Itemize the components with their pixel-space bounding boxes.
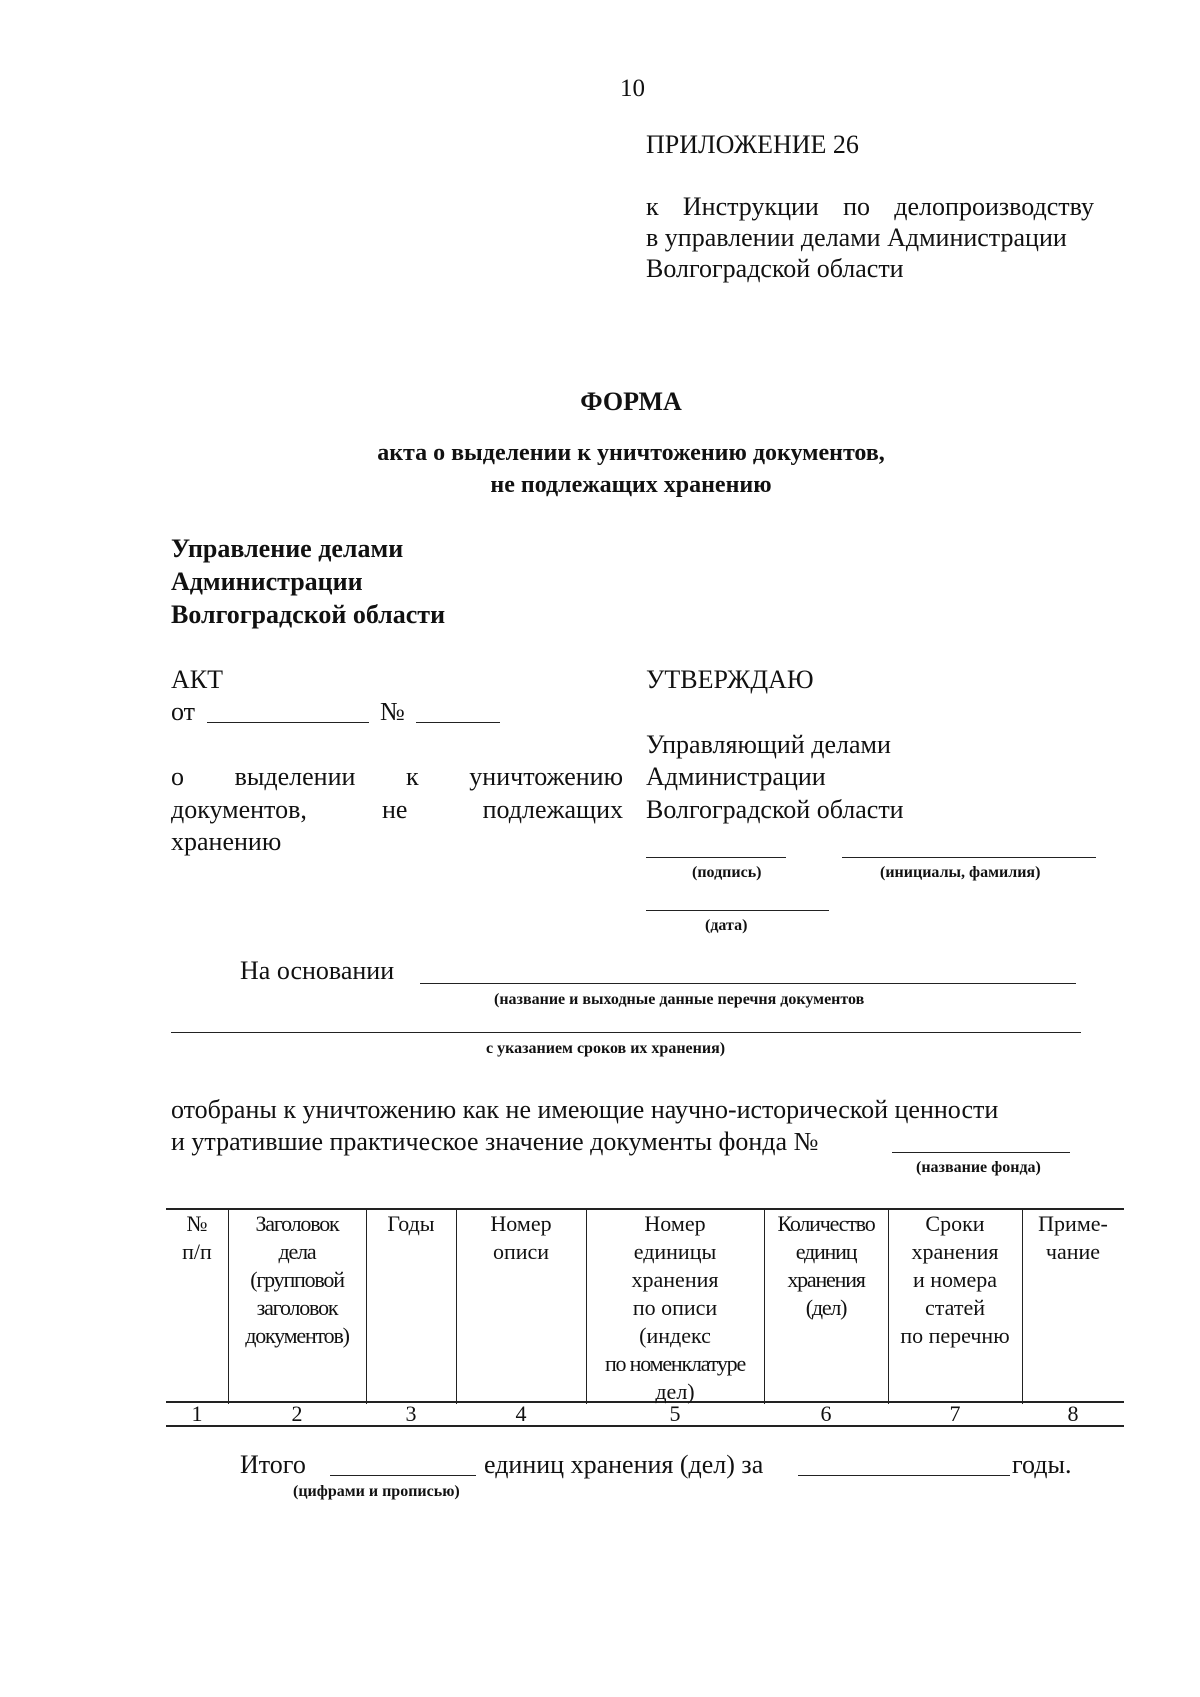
org-line-3: Волгоградской области (171, 600, 446, 629)
table-header-col-2 (228, 1210, 366, 1350)
header-line: Номер (490, 1211, 552, 1236)
form-title: ФОРМА (580, 387, 682, 416)
basis-caption-2: с указанием сроков их хранения) (486, 1040, 726, 1057)
act-number-sign: № (380, 697, 405, 726)
table-col-number: 3 (405, 1401, 417, 1426)
word: уничтожению (469, 762, 623, 791)
fund-caption: (название фонда) (916, 1159, 1041, 1176)
header-line: и номера (912, 1267, 998, 1292)
appendix-line-3: Волгоградской области (646, 254, 904, 283)
total-years-line (798, 1475, 1010, 1476)
page-number: 10 (620, 75, 645, 102)
act-from-label: от (171, 697, 196, 726)
total-count-line (330, 1475, 476, 1476)
word: подлежащих (482, 795, 623, 824)
total-caption: (цифрами и прописью) (293, 1483, 460, 1500)
table-header-col-6 (764, 1210, 888, 1322)
header-line: чание (1045, 1239, 1101, 1264)
header-line: Приме- (1038, 1211, 1108, 1236)
documents-table (166, 1208, 1124, 1434)
header-line: хранения (787, 1267, 865, 1292)
header-line: (дел) (805, 1295, 847, 1320)
approve-line-3: Волгоградской области (646, 795, 904, 824)
table-header-col-1 (166, 1210, 228, 1266)
org-line-1: Управление делами (171, 534, 404, 563)
table-col-number: 4 (515, 1401, 527, 1426)
fund-number-line (892, 1152, 1070, 1153)
table-header-col-7 (888, 1210, 1022, 1350)
table-header-col-3 (366, 1210, 456, 1238)
form-subtitle-1: акта о выделении к уничтожению документов, (377, 440, 885, 466)
act-number-line (416, 722, 500, 723)
header-line: по перечню (900, 1323, 1010, 1348)
approve-line-1: Управляющий делами (646, 730, 891, 759)
header-line: по номенклатуре (604, 1351, 746, 1376)
header-line: Количество (777, 1211, 875, 1236)
appendix-line-1: к Инструкции по делопроизводству (646, 192, 1094, 221)
table-col-number: 5 (669, 1401, 681, 1426)
total-end-text: годы. (1012, 1450, 1072, 1479)
table-col-number: 7 (949, 1401, 961, 1426)
basis-line-1 (420, 983, 1076, 984)
act-title: АКТ (171, 665, 223, 694)
header-line: единицы (633, 1239, 717, 1264)
word: выделении (234, 762, 356, 791)
header-line: Заголовок (255, 1211, 339, 1236)
selected-line-2: и утратившие практическое значение документы фонда № (171, 1127, 819, 1156)
header-line: дел) (655, 1379, 695, 1404)
total-label: Итого (240, 1450, 306, 1479)
form-subtitle-2: не подлежащих хранению (490, 472, 772, 498)
header-line: статей (925, 1295, 985, 1320)
name-line (842, 857, 1096, 858)
basis-line-2 (171, 1032, 1081, 1033)
header-line: Сроки (925, 1211, 985, 1236)
table-header-col-4 (456, 1210, 586, 1266)
header-line: заголовок (256, 1295, 338, 1320)
basis-caption-1: (название и выходные данные перечня документов (494, 991, 865, 1008)
table-col-number: 1 (191, 1401, 203, 1426)
date-caption: (дата) (705, 917, 748, 934)
basis-label: На основании (240, 956, 395, 985)
table-col-number: 6 (820, 1401, 832, 1426)
name-caption: (инициалы, фамилия) (880, 864, 1041, 881)
org-line-2: Администрации (171, 567, 363, 596)
header-line: единиц (795, 1239, 857, 1264)
act-date-line (207, 722, 369, 723)
table-bottom-border (166, 1425, 1124, 1427)
act-purpose-line-2 (171, 795, 623, 825)
header-line: п/п (182, 1239, 212, 1264)
header-line: Номер (644, 1211, 706, 1236)
header-line: хранения (911, 1239, 999, 1264)
approve-line-2: Администрации (646, 762, 826, 791)
header-line: (групповой (250, 1267, 344, 1292)
header-line: (индекс (639, 1323, 711, 1348)
table-col-number: 2 (291, 1401, 303, 1426)
header-line: описи (492, 1239, 550, 1264)
appendix-line-2: в управлении делами Администрации (646, 223, 1067, 252)
header-line: дела (278, 1239, 316, 1264)
total-middle-text: единиц хранения (дел) за (484, 1450, 764, 1479)
approve-title: УТВЕРЖДАЮ (646, 665, 814, 694)
word: к (406, 762, 419, 791)
header-line: Годы (387, 1211, 435, 1236)
header-line: хранения (631, 1267, 719, 1292)
word: не (382, 795, 408, 824)
selected-line-1: отобраны к уничтожению как не имеющие научно-исторической ценности (171, 1095, 999, 1124)
table-header-col-5 (586, 1210, 764, 1406)
word: о (171, 762, 184, 791)
word: документов, (171, 795, 307, 824)
table-col-number: 8 (1067, 1401, 1079, 1426)
date-line (646, 910, 829, 911)
header-line: по описи (632, 1295, 718, 1320)
act-purpose-line-3: хранению (171, 827, 282, 856)
header-line: № (186, 1211, 208, 1236)
header-line: документов) (245, 1323, 349, 1348)
appendix-title: ПРИЛОЖЕНИЕ 26 (646, 130, 859, 159)
signature-line (646, 857, 786, 858)
act-purpose-line-1 (171, 762, 623, 792)
table-header-col-8 (1022, 1210, 1124, 1266)
signature-caption: (подпись) (692, 864, 762, 881)
